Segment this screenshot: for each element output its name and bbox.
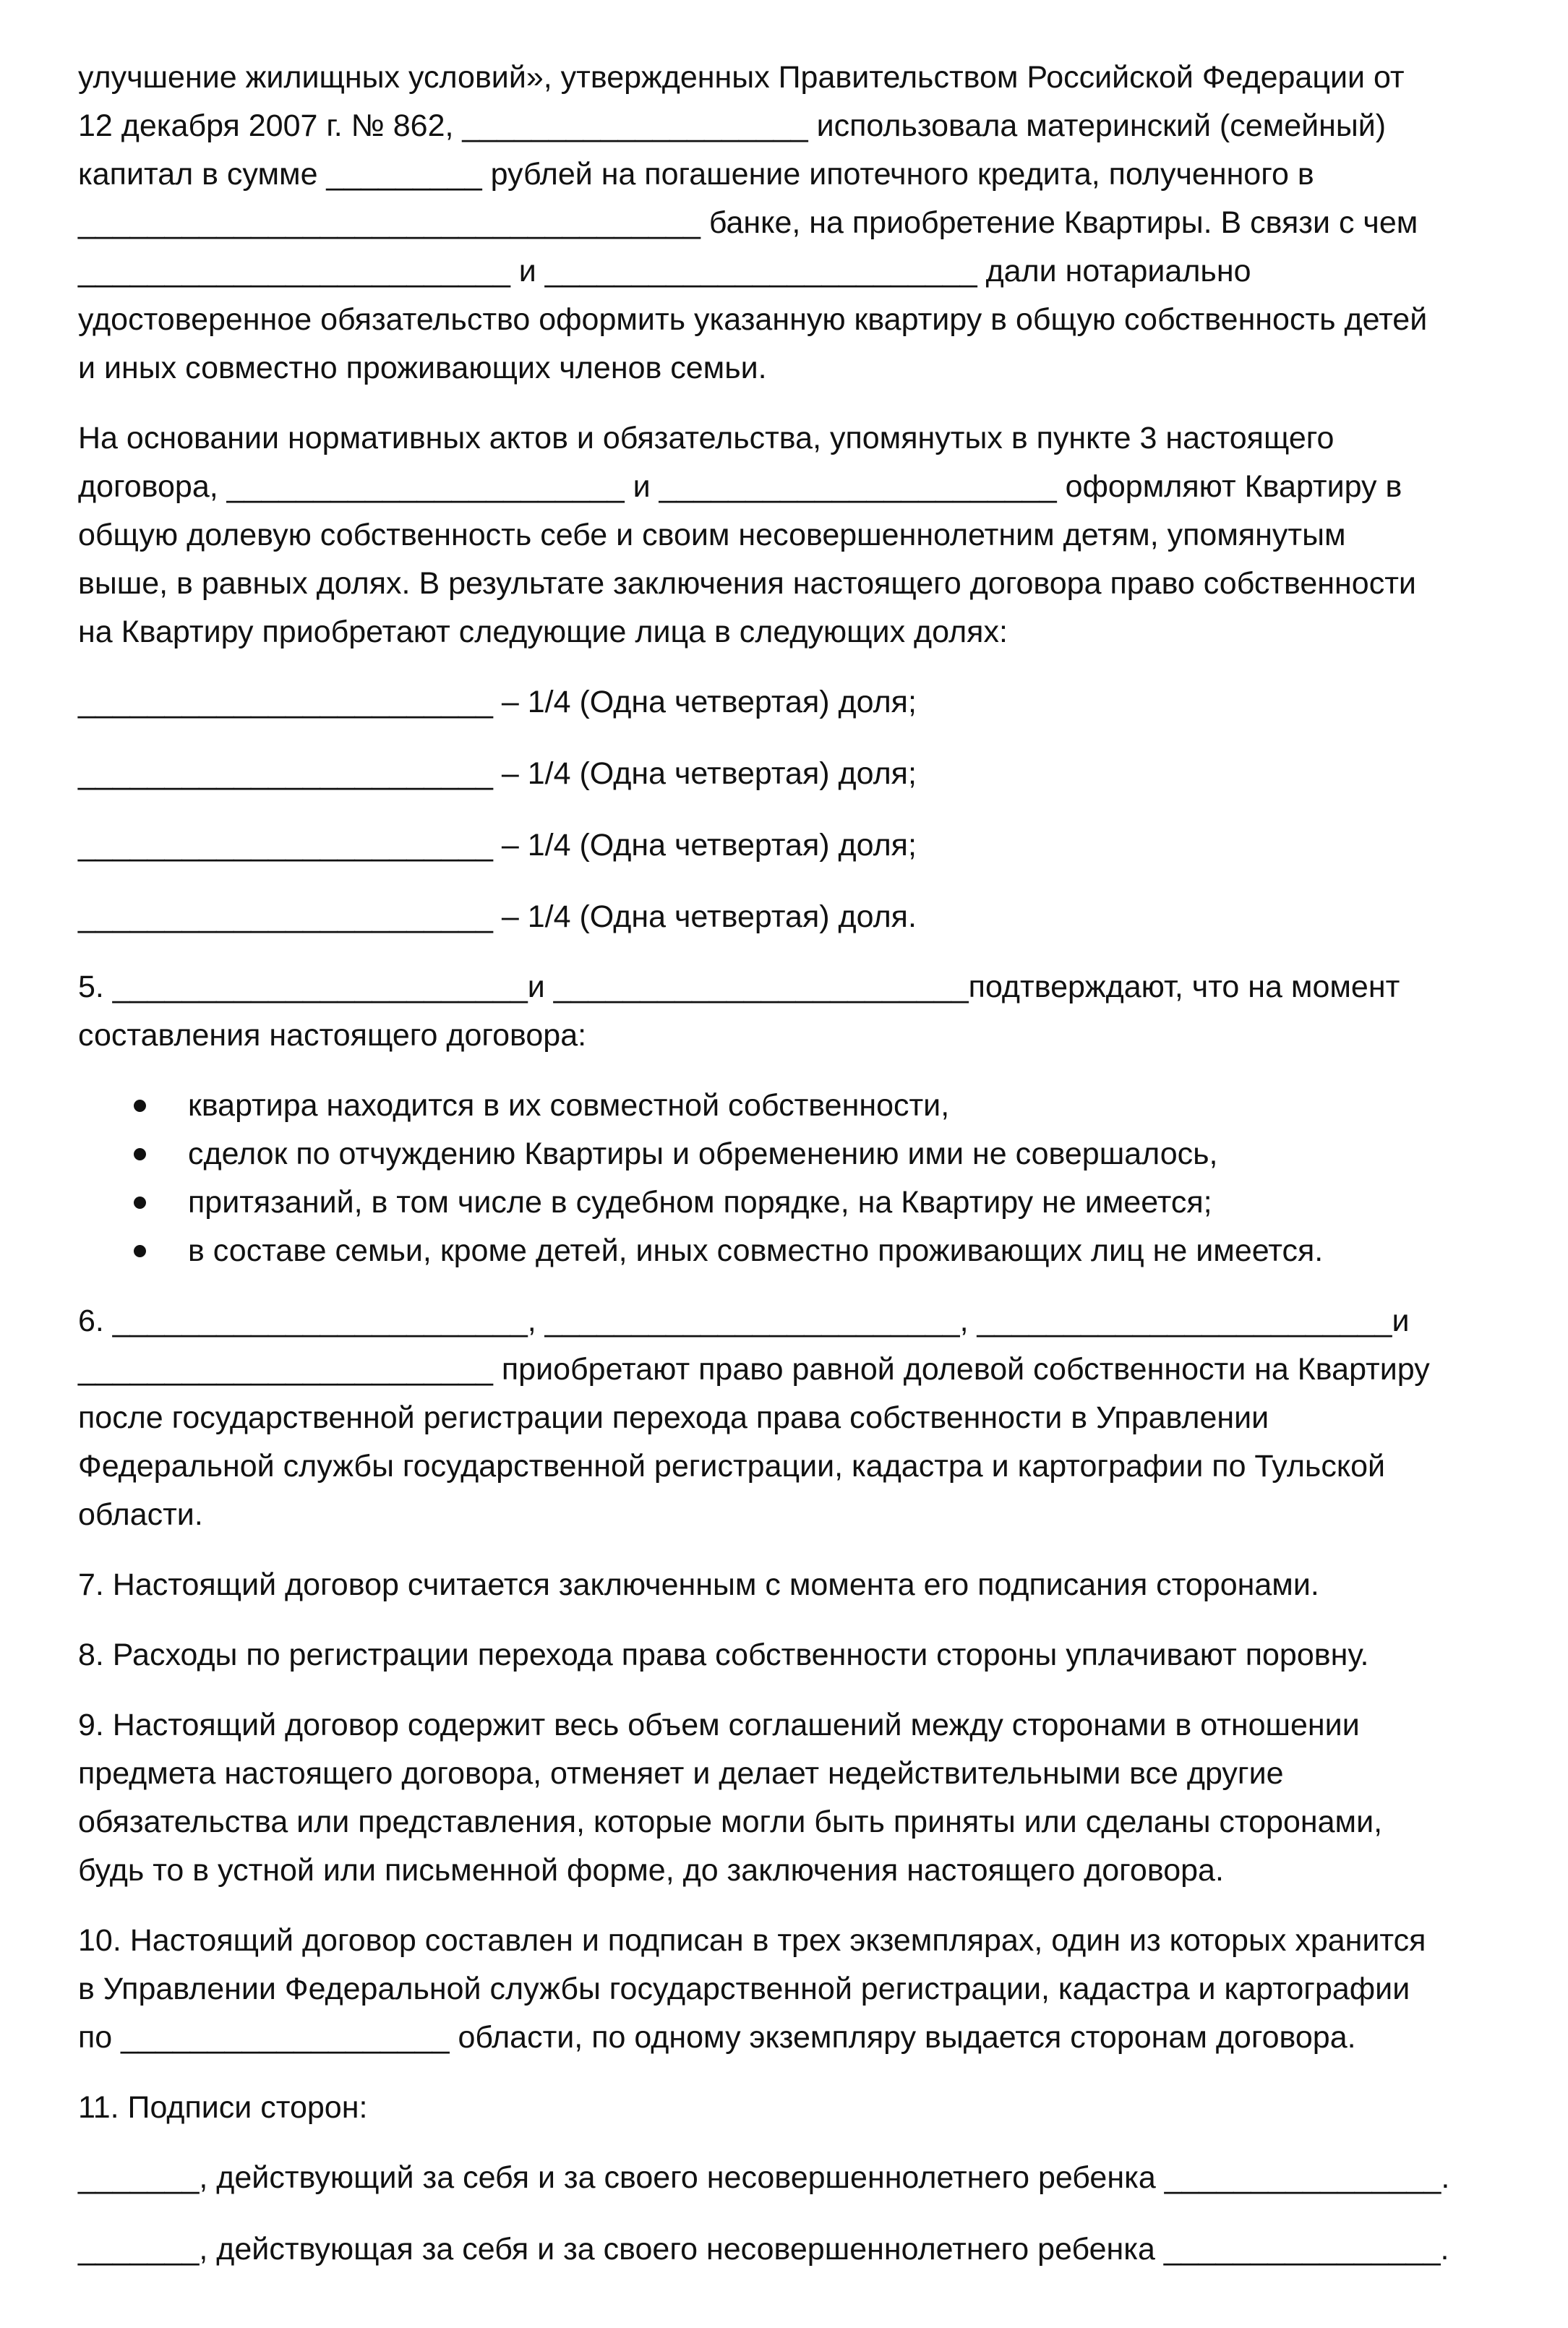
share-line: ________________________ – 1/4 (Одна четвертая) доля;: [78, 828, 917, 863]
bullet-icon: [134, 1100, 146, 1112]
text-line: 12 декабря 2007 г. № 862, ____________________ использовала материнский (семейный): [78, 108, 1387, 143]
text-line: будь то в устной или письменной форме, до заключения настоящего договора.: [78, 1853, 1224, 1888]
text-line: в Управлении Федеральной службы государственной регистрации, кадастра и картографии: [78, 1972, 1410, 2006]
text-line: области.: [78, 1497, 203, 1532]
text-line: 9. Настоящий договор содержит весь объем соглашений между сторонами в отношении: [78, 1708, 1360, 1742]
text-line: 8. Расходы по регистрации перехода права собственности стороны уплачивают поровну.: [78, 1638, 1369, 1672]
share-line: ________________________ – 1/4 (Одна четвертая) доля.: [78, 899, 917, 934]
text-line: ____________________________________ банке, на приобретение Квартиры. В связи с чем: [78, 205, 1418, 240]
bullet-item: квартира находится в их совместной собственности,: [78, 1082, 1517, 1130]
text-line: по ___________________ области, по одному экземпляру выдается сторонам договора.: [78, 2020, 1356, 2055]
text-line: предмета настоящего договора, отменяет и делает недействительными все другие: [78, 1756, 1284, 1791]
text-line: 6. ________________________, ________________________, ________________________и: [78, 1304, 1410, 1338]
text-line: На основании нормативных актов и обязательства, упомянутых в пункте 3 настоящего: [78, 421, 1334, 455]
bullet-icon: [134, 1245, 146, 1257]
text-line: 11. Подписи сторон:: [78, 2090, 368, 2125]
share-line: ________________________ – 1/4 (Одна четвертая) доля;: [78, 756, 917, 791]
text-line: 10. Настоящий договор составлен и подписан в трех экземплярах, один из которых хранится: [78, 1923, 1426, 1958]
text-line: капитал в сумме _________ рублей на погашение ипотечного кредита, полученного в: [78, 157, 1314, 192]
text-line: выше, в равных долях. В результате заключения настоящего договора право собственности: [78, 566, 1416, 601]
signature-line: _______, действующий за себя и за своего несовершеннолетнего ребенка ________________.: [78, 2160, 1450, 2195]
clause-7-text: [78, 1561, 1517, 1609]
bullet-icon: [134, 1197, 146, 1209]
text-line: на Квартиру приобретают следующие лица в следующих долях:: [78, 615, 1008, 649]
text-line: ________________________ приобретают право равной долевой собственности на Квартиру: [78, 1352, 1430, 1387]
clause-5-text: [78, 963, 1517, 1060]
text-line: 5. ________________________и ________________________подтверждают, что на момент: [78, 970, 1400, 1004]
clause-11-heading: [78, 2084, 1517, 2132]
text-line: договора, _______________________ и _______________________ оформляют Квартиру в: [78, 469, 1402, 504]
clause-8-text: [78, 1631, 1517, 1679]
text-line: _________________________ и _________________________ дали нотариально: [78, 254, 1251, 288]
text-line: удостоверенное обязательство оформить указанную квартиру в общую собственность детей: [78, 302, 1428, 337]
clause-3-text: [78, 54, 1517, 393]
text-line: составления настоящего договора:: [78, 1018, 587, 1053]
bullet-item: притязаний, в том числе в судебном порядке, на Квартиру не имеется;: [78, 1178, 1517, 1227]
clause-4-text: [78, 414, 1517, 656]
clause-5-bullet-list: [78, 1082, 1517, 1275]
text-line: улучшение жилищных условий», утвержденных Правительством Российской Федерации от: [78, 60, 1405, 95]
text-line: Федеральной службы государственной регистрации, кадастра и картографии по Тульской: [78, 1449, 1386, 1484]
text-line: и иных совместно проживающих членов семьи.: [78, 351, 767, 385]
bullet-item: в составе семьи, кроме детей, иных совместно проживающих лиц не имеется.: [78, 1227, 1517, 1275]
text-line: общую долевую собственность себе и своим несовершеннолетним детям, упомянутым: [78, 518, 1346, 552]
signature-line: _______, действующая за себя и за своего несовершеннолетнего ребенка ________________.: [78, 2232, 1449, 2267]
clause-6-text: [78, 1297, 1517, 1539]
text-line: после государственной регистрации перехода права собственности в Управлении: [78, 1400, 1269, 1435]
clause-10-text: [78, 1917, 1517, 2062]
bullet-icon: [134, 1148, 146, 1160]
share-line: ________________________ – 1/4 (Одна четвертая) доля;: [78, 685, 917, 719]
text-line: 7. Настоящий договор считается заключенным с момента его подписания сторонами.: [78, 1567, 1319, 1602]
text-line: обязательства или представления, которые могли быть приняты или сделаны сторонами,: [78, 1805, 1383, 1839]
clause-9-text: [78, 1701, 1517, 1895]
bullet-item: сделок по отчуждению Квартиры и обременению ими не совершалось,: [78, 1130, 1517, 1178]
